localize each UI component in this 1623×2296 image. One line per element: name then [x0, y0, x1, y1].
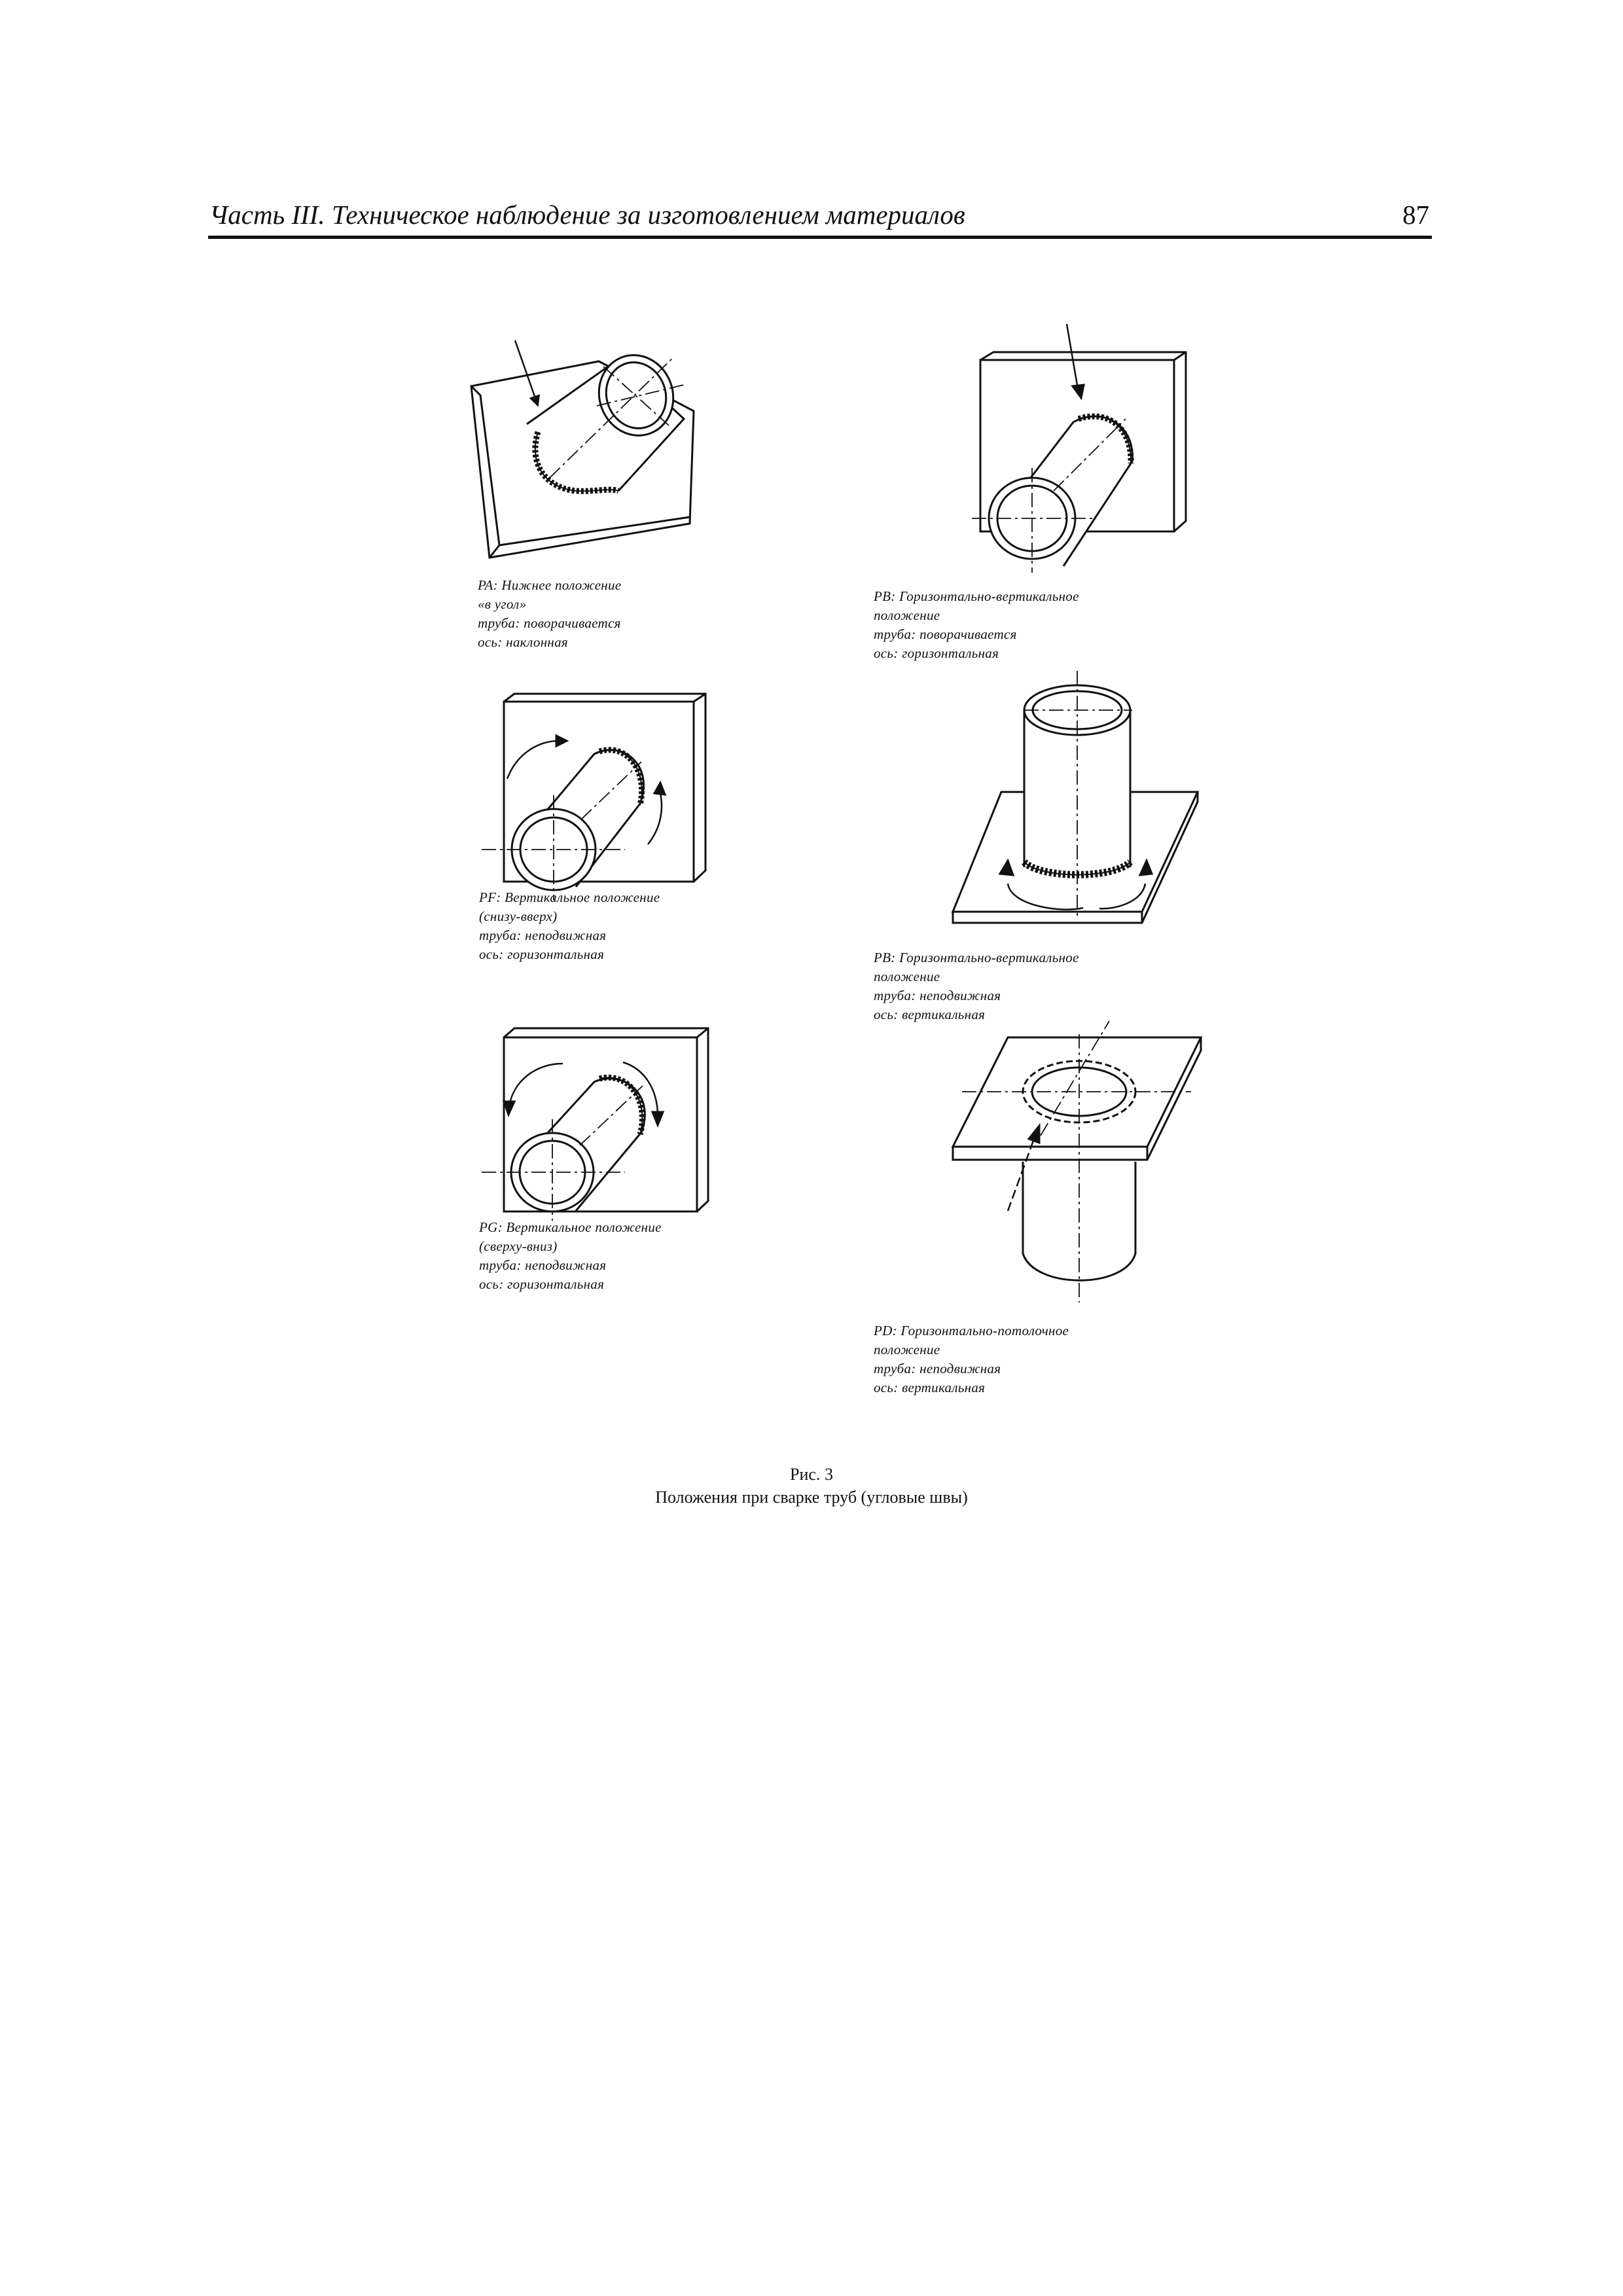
caption-line: PF: Вертикальное положение [479, 889, 660, 905]
caption-line: положение [874, 969, 940, 984]
caption-line: труба: неподвижная [479, 1257, 607, 1273]
caption-line: ось: горизонтальная [479, 1276, 605, 1292]
pa-caption [478, 576, 621, 652]
running-title: Часть III. Техническое наблюдение за изготовлением материалов [209, 200, 965, 230]
caption-line: труба: неподвижная [479, 927, 607, 943]
pb-rotating-caption [874, 587, 1079, 663]
pipe-plate-horizontal-axis-upward-icon [471, 681, 720, 884]
figure-title: Положения при сварке труб (угловые швы) [655, 1488, 968, 1507]
pa-weld-position-illustration [452, 327, 713, 563]
pd-caption [874, 1321, 1069, 1397]
caption-line: труба: поворачивается [874, 626, 1017, 642]
pf-weld-position-illustration [471, 681, 720, 884]
caption-line: (снизу-вверх) [479, 908, 558, 924]
pg-caption [479, 1218, 662, 1294]
caption-line: PB: Горизонтально-вертикальное [874, 950, 1079, 965]
pb-fixed-caption [874, 948, 1079, 1024]
caption-line: PD: Горизонтально-потолочное [874, 1323, 1069, 1338]
pg-weld-position-illustration [471, 1018, 720, 1214]
pipe-plate-inclined-axis-icon [452, 327, 713, 563]
caption-line: труба: неподвижная [874, 1361, 1001, 1376]
pipe-under-horizontal-plate-icon [942, 1014, 1217, 1302]
caption-line: положение [874, 1342, 940, 1357]
caption-line: ось: наклонная [478, 634, 568, 650]
caption-line: ось: вертикальная [874, 1007, 986, 1022]
caption-line: ось: горизонтальная [479, 946, 605, 962]
caption-line: ось: горизонтальная [874, 645, 999, 661]
caption-line: (сверху-вниз) [479, 1238, 558, 1254]
caption-line: «в угол» [478, 596, 527, 612]
pb-fixed-weld-position-illustration [942, 671, 1217, 933]
caption-line: труба: поворачивается [478, 615, 621, 631]
pf-caption [479, 888, 660, 964]
pipe-on-horizontal-plate-icon [942, 671, 1217, 933]
figure-number: Рис. 3 [790, 1465, 833, 1484]
page-header [208, 196, 1432, 239]
caption-line: ось: вертикальная [874, 1380, 986, 1395]
pipe-plate-horizontal-axis-rotating-icon [936, 321, 1211, 569]
caption-line: PB: Горизонтально-вертикальное [874, 588, 1079, 604]
caption-line: труба: неподвижная [874, 988, 1001, 1003]
pb-rotating-weld-position-illustration [936, 321, 1211, 569]
pipe-plate-horizontal-axis-downward-icon [471, 1018, 720, 1214]
caption-line: PG: Вертикальное положение [479, 1219, 662, 1235]
page-number: 87 [1402, 200, 1429, 230]
pd-weld-position-illustration [942, 1014, 1217, 1302]
caption-line: PA: Нижнее положение [478, 577, 622, 593]
caption-line: положение [874, 607, 940, 623]
